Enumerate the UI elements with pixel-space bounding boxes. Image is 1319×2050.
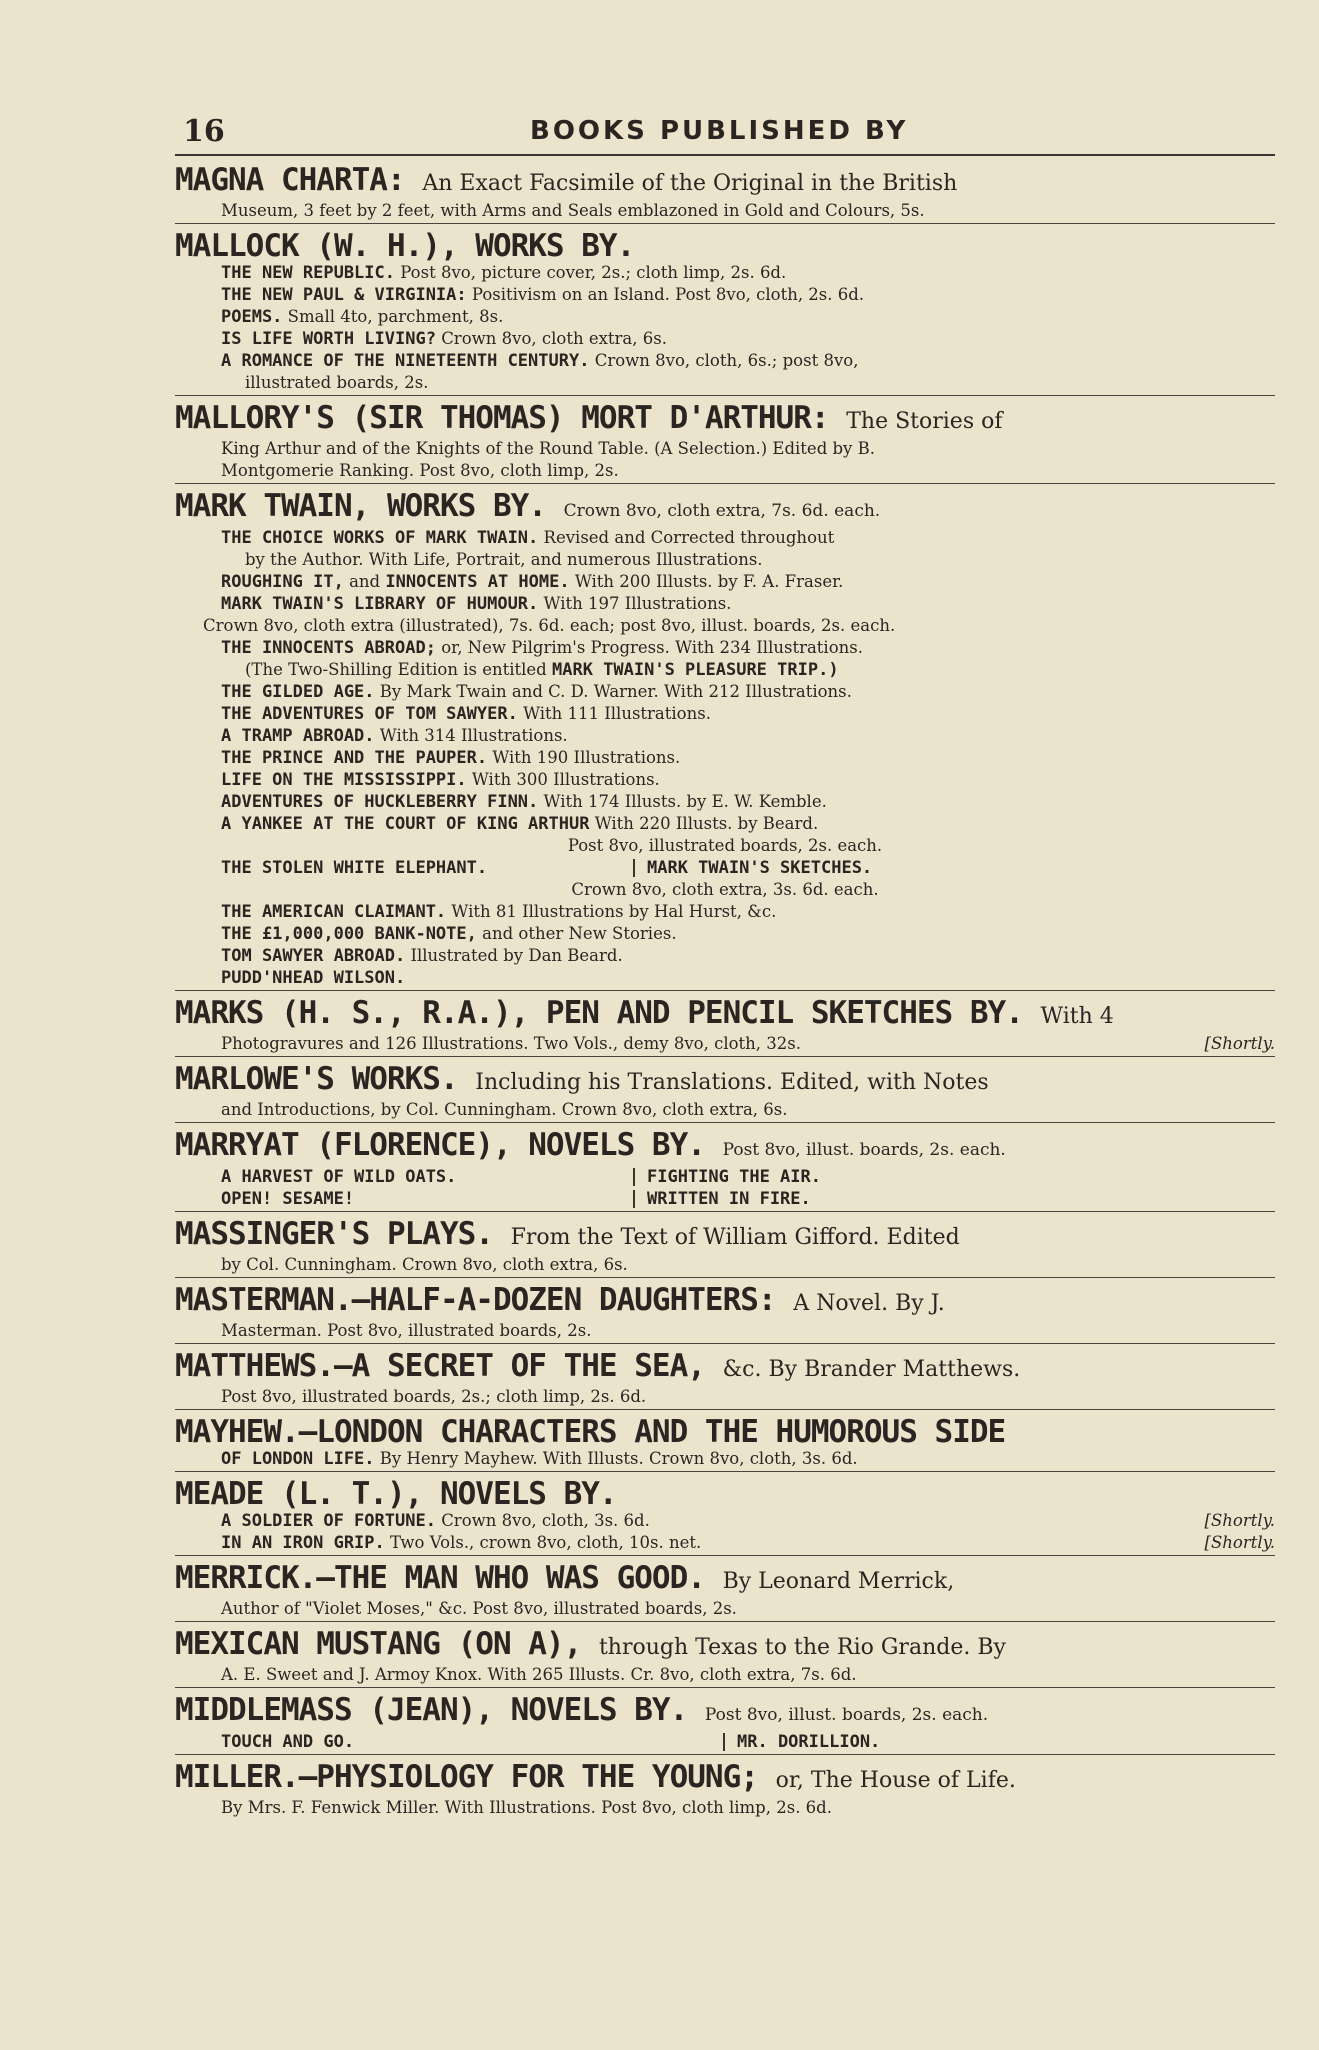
edition-note: Crown 8vo, cloth extra (illustrated), 7s. 6d. each; post 8vo, illust. boards, 2s. each. (203, 616, 896, 635)
entry-line: King Arthur and of the Knights of the Round Table. (A Selection.) Edited by B. (221, 439, 875, 458)
book-title: OF LONDON LIFE. (221, 1449, 375, 1469)
running-title: BOOKS PUBLISHED BY (530, 116, 909, 146)
entry-heading: MARK TWAIN, WORKS BY. (175, 488, 546, 524)
entry-mark-twain (175, 488, 1275, 991)
two-column-titles (175, 1731, 1275, 1753)
entry-heading: MATTHEWS.—A SECRET OF THE SEA, (175, 1348, 705, 1384)
book-details: Revised and Corrected throughout (543, 528, 835, 547)
book-details: Crown 8vo, cloth extra, 6s. (441, 329, 667, 348)
book-title: THE NEW PAUL & VIRGINIA: (221, 285, 467, 305)
entry-heading-rest: through Texas to the Rio Grande. By (598, 1635, 1006, 1660)
entry-line: Photogravures and 126 Illustrations. Two Vols., demy 8vo, cloth, 32s. (221, 1034, 802, 1053)
entry-heading-rest: &c. By Brander Matthews. (722, 1357, 1021, 1382)
book-details: or, New Pilgrim's Progress. With 234 Illustrations. (441, 638, 863, 657)
book-title: THE PRINCE AND THE PAUPER. (221, 748, 488, 768)
book-title: THE ADVENTURES OF TOM SAWYER. (221, 704, 518, 724)
book-title: LIFE ON THE MISSISSIPPI. (221, 770, 467, 790)
entry-heading: MARKS (H. S., R.A.), PEN AND PENCIL SKETCHES BY. (175, 995, 1023, 1031)
column-divider (633, 1190, 635, 1208)
book-title: IN AN IRON GRIP. (221, 1533, 385, 1553)
book-title: MARK TWAIN'S PLEASURE TRIP.) (551, 660, 839, 680)
edition-note: Crown 8vo, cloth extra, 3s. 6d. each. (571, 880, 879, 899)
book-title: PUDD'NHEAD WILSON. (221, 968, 406, 988)
entry-heading: MASTERMAN.—HALF-A-DOZEN DAUGHTERS: (175, 1282, 776, 1318)
book-details: With 197 Illustrations. (543, 594, 732, 613)
book-details: With 314 Illustrations. (379, 726, 568, 745)
book-title: ADVENTURES OF HUCKLEBERRY FINN. (221, 792, 539, 812)
book-title: TOUCH AND GO. (221, 1732, 355, 1752)
book-details: by the Author. With Life, Portrait, and numerous Illustrations. (245, 550, 763, 569)
book-details: and (349, 572, 381, 591)
entry-line: and Introductions, by Col. Cunningham. Crown 8vo, cloth extra, 6s. (221, 1100, 788, 1119)
entry-heading-rest: With 4 (1040, 1004, 1114, 1029)
book-title: THE CHOICE WORKS OF MARK TWAIN. (221, 528, 539, 548)
entry-heading: MALLOCK (W. H.), WORKS BY. (175, 228, 635, 264)
book-title: THE INNOCENTS ABROAD; (221, 638, 436, 658)
book-title: THE NEW REPUBLIC. (221, 263, 395, 283)
book-details: With 174 Illusts. by E. W. Kemble. (543, 792, 827, 811)
book-details: With 300 Illustrations. (471, 770, 660, 789)
book-title: A SOLDIER OF FORTUNE. (221, 1511, 436, 1531)
book-details: and other New Stories. (482, 924, 677, 943)
entry-heading: MERRICK.—THE MAN WHO WAS GOOD. (175, 1560, 705, 1596)
book-title: A ROMANCE OF THE NINETEENTH CENTURY. (221, 351, 590, 371)
book-title: MR. DORILLION. (737, 1732, 881, 1752)
book-details: Small 4to, parchment, 8s. (287, 307, 504, 326)
entry-mexican-mustang (175, 1626, 1275, 1688)
entry-heading-rest: Including his Translations. Edited, with Notes (475, 1070, 989, 1095)
entry-heading-rest: Post 8vo, illust. boards, 2s. each. (722, 1140, 1006, 1160)
entry-heading: MEXICAN MUSTANG (ON A), (175, 1626, 582, 1662)
entry-mallory (175, 400, 1275, 484)
book-details: With 220 Illusts. by Beard. (594, 814, 819, 833)
book-title: OPEN! SESAME! (221, 1189, 355, 1209)
entry-line: A. E. Sweet and J. Armoy Knox. With 265 Illusts. Cr. 8vo, cloth extra, 7s. 6d. (221, 1665, 857, 1684)
entry-heading-rest: Crown 8vo, cloth extra, 7s. 6d. each. (563, 501, 881, 521)
entry-heading: MIDDLEMASS (JEAN), NOVELS BY. (175, 1692, 688, 1728)
book-details: By Henry Mayhew. With Illusts. Crown 8vo, cloth, 3s. 6d. (379, 1449, 858, 1468)
shortly-note: [Shortly. (1204, 1533, 1275, 1552)
book-details: Post 8vo, picture cover, 2s.; cloth limp, 2s. 6d. (400, 263, 787, 282)
book-title: FIGHTING THE AIR. (647, 1167, 821, 1187)
book-details: With 190 Illustrations. (492, 748, 681, 767)
book-title: INNOCENTS AT HOME. (385, 572, 570, 592)
book-title: WRITTEN IN FIRE. (647, 1189, 811, 1209)
entry-mallock (175, 228, 1275, 396)
book-title: MARK TWAIN'S SKETCHES. (647, 858, 873, 878)
two-column-titles (175, 1188, 1275, 1210)
entry-line: Montgomerie Ranking. Post 8vo, cloth limp, 2s. (221, 461, 619, 480)
entry-heading: MEADE (L. T.), NOVELS BY. (175, 1476, 617, 1512)
entry-middlemass (175, 1692, 1275, 1755)
entry-heading-rest: By Leonard Merrick, (722, 1569, 955, 1594)
book-title: A YANKEE AT THE COURT OF KING ARTHUR (221, 814, 590, 834)
book-details: (The Two-Shilling Edition is entitled (245, 660, 547, 679)
entry-heading: MARLOWE'S WORKS. (175, 1061, 458, 1097)
entry-line: Masterman. Post 8vo, illustrated boards, 2s. (221, 1321, 592, 1340)
column-divider (633, 859, 635, 877)
entry-massinger (175, 1216, 1275, 1278)
entry-marlowe (175, 1061, 1275, 1123)
book-title: TOM SAWYER ABROAD. (221, 946, 406, 966)
page-header (175, 112, 1275, 156)
two-column-titles (175, 1166, 1275, 1188)
book-details: Crown 8vo, cloth, 3s. 6d. (441, 1511, 650, 1530)
book-title: POEMS. (221, 307, 283, 327)
entry-line: Post 8vo, illustrated boards, 2s.; cloth limp, 2s. 6d. (221, 1387, 647, 1406)
book-details: illustrated boards, 2s. (245, 373, 429, 392)
page-number: 16 (183, 114, 225, 149)
column-divider (633, 1168, 635, 1186)
shortly-note: [Shortly. (1204, 1034, 1275, 1053)
entry-heading-rest: An Exact Facsimile of the Original in the British (422, 171, 958, 196)
book-title: THE AMERICAN CLAIMANT. (221, 902, 447, 922)
entry-heading-rest: From the Text of William Gifford. Edited (510, 1225, 960, 1250)
entry-heading: MAYHEW.—LONDON CHARACTERS AND THE HUMOROUS SIDE (175, 1414, 1006, 1450)
edition-note: Post 8vo, illustrated boards, 2s. each. (567, 836, 883, 855)
book-details: By Mark Twain and C. D. Warner. With 212 Illustrations. (379, 682, 852, 701)
entry-marryat (175, 1127, 1275, 1212)
book-details: With 81 Illustrations by Hal Hurst, &c. (451, 902, 777, 921)
entry-heading: MASSINGER'S PLAYS. (175, 1216, 493, 1252)
entry-heading: MILLER.—PHYSIOLOGY FOR THE YOUNG; (175, 1759, 758, 1795)
entry-heading-rest: or, The House of Life. (775, 1768, 1016, 1793)
entry-meade (175, 1476, 1275, 1556)
book-details: With 111 Illustrations. (523, 704, 711, 723)
book-title: A HARVEST OF WILD OATS. (221, 1167, 457, 1187)
entry-heading: MAGNA CHARTA: (175, 162, 405, 198)
book-title: ROUGHING IT, (221, 572, 344, 592)
book-title: THE STOLEN WHITE ELEPHANT. (221, 858, 488, 878)
two-column-titles (175, 857, 1275, 879)
entry-heading: MALLORY'S (SIR THOMAS) MORT D'ARTHUR: (175, 400, 829, 436)
book-title: MARK TWAIN'S LIBRARY OF HUMOUR. (221, 594, 539, 614)
entry-line: Author of "Violet Moses," &c. Post 8vo, illustrated boards, 2s. (221, 1599, 737, 1618)
entry-heading: MARRYAT (FLORENCE), NOVELS BY. (175, 1127, 705, 1163)
entry-line: By Mrs. F. Fenwick Miller. With Illustrations. Post 8vo, cloth limp, 2s. 6d. (221, 1798, 832, 1817)
entry-heading-rest: A Novel. By J. (793, 1291, 945, 1316)
book-title: IS LIFE WORTH LIVING? (221, 329, 436, 349)
entry-line: Museum, 3 feet by 2 feet, with Arms and Seals emblazoned in Gold and Colours, 5s. (221, 201, 925, 220)
book-title: THE £1,000,000 BANK-NOTE, (221, 924, 477, 944)
book-title: THE GILDED AGE. (221, 682, 375, 702)
entry-magna-charta (175, 162, 1275, 224)
entry-marks (175, 995, 1275, 1057)
entry-matthews (175, 1348, 1275, 1410)
entry-mayhew (175, 1414, 1275, 1472)
book-title: A TRAMP ABROAD. (221, 726, 375, 746)
shortly-note: [Shortly. (1204, 1511, 1275, 1530)
entry-masterman (175, 1282, 1275, 1344)
book-details: Two Vols., crown 8vo, cloth, 10s. net. (390, 1533, 702, 1552)
entry-miller (175, 1759, 1275, 1820)
book-details: Crown 8vo, cloth, 6s.; post 8vo, (594, 351, 859, 370)
book-catalogue-page (175, 112, 1275, 1824)
book-details: Illustrated by Dan Beard. (410, 946, 623, 965)
entry-line: by Col. Cunningham. Crown 8vo, cloth extra, 6s. (221, 1255, 628, 1274)
entry-heading-rest: The Stories of (846, 409, 1003, 434)
book-details: With 200 Illusts. by F. A. Fraser. (574, 572, 844, 591)
book-details: Positivism on an Island. Post 8vo, cloth, 2s. 6d. (471, 285, 865, 304)
entry-heading-rest: Post 8vo, illust. boards, 2s. each. (704, 1705, 989, 1725)
entry-merrick (175, 1560, 1275, 1622)
column-divider (723, 1733, 725, 1751)
